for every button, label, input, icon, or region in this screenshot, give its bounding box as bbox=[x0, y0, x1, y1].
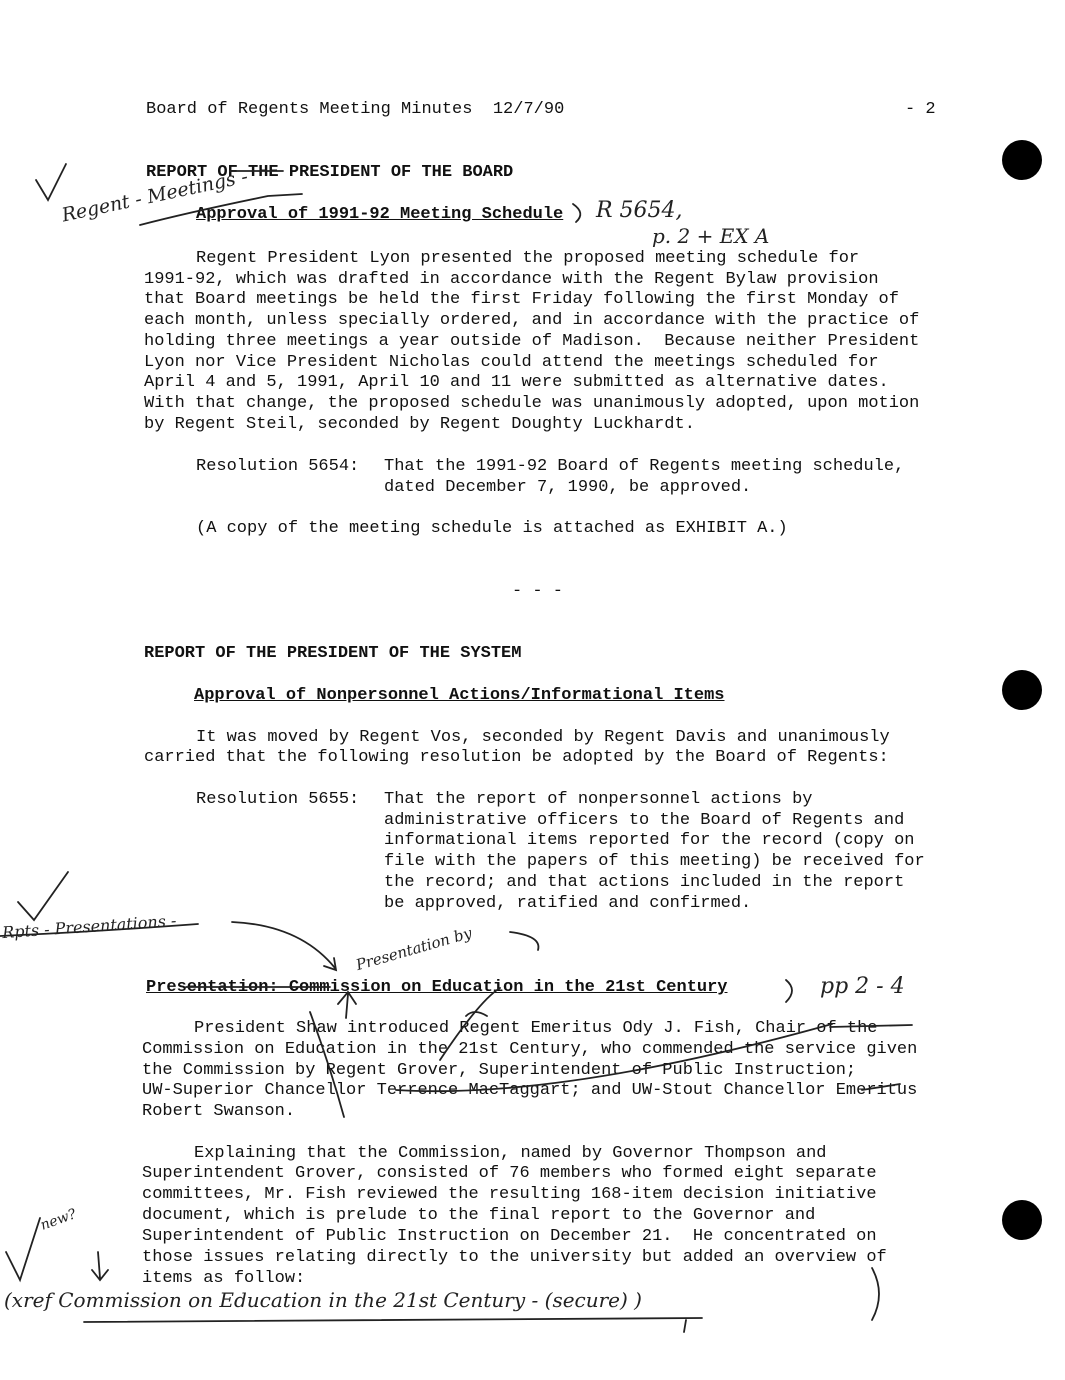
arrow-down bbox=[92, 1252, 108, 1280]
paragraph-line: Commission on Education in the 21st Century, who commended the service given bbox=[142, 1040, 918, 1059]
handwritten-note: Presentation by bbox=[353, 923, 474, 975]
insertion-stroke bbox=[396, 1024, 832, 1091]
paragraph-line: Regent President Lyon presented the proposed meeting schedule for bbox=[196, 249, 860, 268]
resolution-line: file with the papers of this meeting) be received for bbox=[384, 852, 925, 871]
paragraph-line: items as follow: bbox=[142, 1269, 306, 1288]
paragraph-line: Superintendent Grover, consisted of 76 members who formed eight separate bbox=[142, 1164, 877, 1183]
handwritten-note: Rpts - Presentations - bbox=[1, 910, 177, 943]
resolution-line: informational items reported for the record (copy on bbox=[384, 831, 915, 850]
resolution-line: be approved, ratified and confirmed. bbox=[384, 894, 752, 913]
curved-arrow bbox=[232, 922, 335, 968]
strike-line bbox=[830, 1025, 912, 1027]
bracket-mark bbox=[786, 980, 792, 1002]
paragraph-line: holding three meetings a year outside of Madison. Because neither President bbox=[144, 332, 920, 351]
paragraph-line: Lyon nor Vice President Nicholas could attend the meetings scheduled for bbox=[144, 353, 879, 372]
paragraph-line: the Commission by Regent Grover, Superintendent of Public Instruction; bbox=[142, 1061, 857, 1080]
paragraph-line: that Board meetings be held the first Friday following the first Monday of bbox=[144, 290, 899, 309]
checkmark-icon bbox=[6, 1218, 40, 1280]
checkmark-icon bbox=[36, 164, 66, 200]
handwritten-note: (xref Commission on Education in the 21st Century - (secure) ) bbox=[4, 1288, 642, 1312]
handwritten-note: new? bbox=[38, 1206, 79, 1234]
paragraph-line: Superintendent of Public Instruction on December 21. He concentrated on bbox=[142, 1227, 877, 1246]
bracket-mark bbox=[510, 932, 538, 950]
paragraph-line: Explaining that the Commission, named by Governor Thompson and bbox=[194, 1144, 827, 1163]
paragraph-line: those issues relating directly to the university but added an overview of bbox=[142, 1248, 887, 1267]
resolution-5654-line: dated December 7, 1990, be approved. bbox=[384, 478, 752, 497]
arrow-down bbox=[684, 1320, 686, 1332]
section2-subheading-presentation: Presentation: Commission on Education in the 21st Century bbox=[146, 978, 728, 997]
section1-heading: REPORT OF THE PRESIDENT OF THE BOARD bbox=[146, 163, 514, 182]
section2-heading: REPORT OF THE PRESIDENT OF THE SYSTEM bbox=[144, 644, 522, 663]
underline bbox=[84, 1318, 702, 1322]
paragraph-line: With that change, the proposed schedule was unanimously adopted, upon motion bbox=[144, 394, 920, 413]
resolution-5655-label: Resolution 5655: bbox=[196, 790, 360, 809]
resolution-line: administrative officers to the Board of Regents and bbox=[384, 811, 905, 830]
page-number: - 2 bbox=[905, 100, 936, 119]
bracket-mark bbox=[573, 204, 580, 222]
paragraph-line: Robert Swanson. bbox=[142, 1102, 296, 1121]
resolution-5654-line: That the 1991-92 Board of Regents meeting schedule, bbox=[384, 457, 905, 476]
circle-mark bbox=[466, 1012, 487, 1016]
paragraph-line: UW-Superior Chancellor Terrence MacTaggart; and UW-Stout Chancellor Emeritus bbox=[142, 1081, 918, 1100]
paragraph-line: committees, Mr. Fish reviewed the resulting 168-item decision initiative bbox=[142, 1185, 877, 1204]
paragraph-line: document, which is prelude to the final report to the Governor and bbox=[142, 1206, 816, 1225]
paragraph-line: by Regent Steil, seconded by Regent Doughty Luckhardt. bbox=[144, 415, 695, 434]
paragraph-line: each month, unless specially ordered, and in accordance with the practice of bbox=[144, 311, 920, 330]
paren-mark bbox=[872, 1268, 879, 1320]
section2-paragraph-line: carried that the following resolution be adopted by the Board of Regents: bbox=[144, 748, 889, 767]
section-separator: - - - bbox=[512, 582, 564, 601]
paragraph-line: President Shaw introduced Regent Emeritus Ody J. Fish, Chair of the bbox=[194, 1019, 878, 1038]
section2-paragraph-line: It was moved by Regent Vos, seconded by Regent Davis and unanimously bbox=[196, 728, 890, 747]
checkmark-icon bbox=[18, 872, 68, 920]
paragraph-line: 1991-92, which was drafted in accordance with the Regent Bylaw provision bbox=[144, 270, 879, 289]
handwritten-note: p. 2 + EX A bbox=[652, 224, 770, 248]
exhibit-note: (A copy of the meeting schedule is attached as EXHIBIT A.) bbox=[196, 519, 788, 538]
resolution-5654-label: Resolution 5654: bbox=[196, 457, 360, 476]
handwritten-note: R 5654, bbox=[596, 198, 683, 223]
resolution-line: the record; and that actions included in the report bbox=[384, 873, 905, 892]
page-header-title: Board of Regents Meeting Minutes 12/7/90 bbox=[146, 100, 565, 119]
arrow-up bbox=[338, 992, 356, 1018]
section1-subheading: Approval of 1991-92 Meeting Schedule bbox=[196, 205, 564, 224]
section2-subheading: Approval of Nonpersonnel Actions/Informational Items bbox=[194, 686, 725, 705]
resolution-line: That the report of nonpersonnel actions by bbox=[384, 790, 813, 809]
handwritten-note: Regent - Meetings - bbox=[59, 165, 250, 227]
strike-line bbox=[862, 1084, 900, 1090]
insertion-stroke bbox=[440, 988, 500, 1060]
insertion-stroke bbox=[310, 1012, 344, 1117]
paragraph-line: April 4 and 5, 1991, April 10 and 11 were submitted as alternative dates. bbox=[144, 373, 889, 392]
handwritten-note: pp 2 - 4 bbox=[820, 974, 905, 999]
